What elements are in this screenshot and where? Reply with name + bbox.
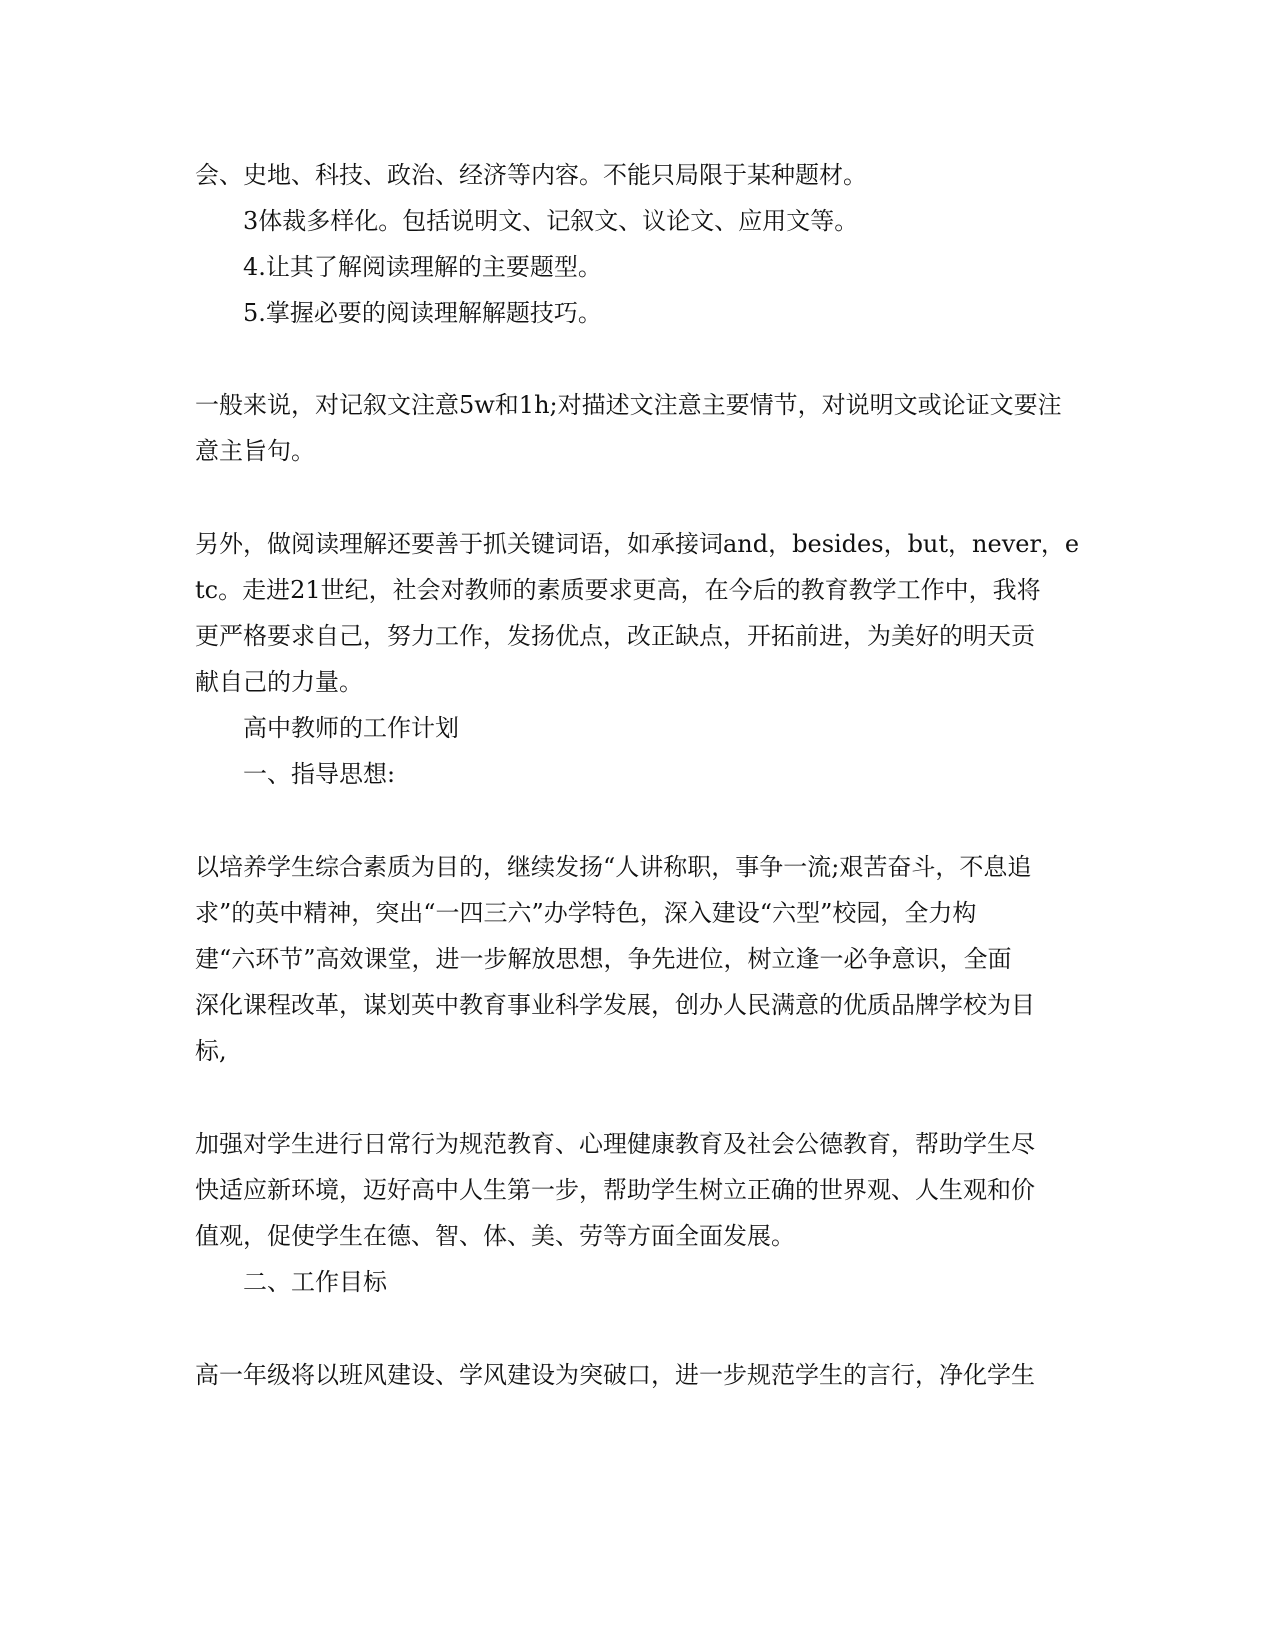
section-heading: 一、指导思想: xyxy=(243,760,396,788)
list-item: 3体裁多样化。包括说明文、记叙文、议论文、应用文等。 xyxy=(243,207,859,235)
text-line: 值观，促使学生在德、智、体、美、劳等方面全面发展。 xyxy=(195,1222,795,1250)
text-line: 更严格要求自己，努力工作，发扬优点，改正缺点，开拓前进，为美好的明天贡 xyxy=(195,622,1035,650)
text-line: tc。走进21世纪，社会对教师的素质要求更高，在今后的教育教学工作中，我将 xyxy=(195,576,1041,604)
list-item: 4.让其了解阅读理解的主要题型。 xyxy=(243,253,602,281)
text-line: 深化课程改革，谋划英中教育事业科学发展，创办人民满意的优质品牌学校为目 xyxy=(195,991,1035,1019)
text-line: 高一年级将以班风建设、学风建设为突破口，进一步规范学生的言行，净化学生 xyxy=(195,1361,1035,1389)
text-line: 以培养学生综合素质为目的，继续发扬“人讲称职，事争一流;艰苦奋斗，不息追 xyxy=(195,853,1032,881)
list-item: 5.掌握必要的阅读理解解题技巧。 xyxy=(243,299,602,327)
section-heading: 二、工作目标 xyxy=(243,1268,387,1296)
text-line: 求”的英中精神，突出“一四三六”办学特色，深入建设“六型”校园，全力构 xyxy=(195,899,977,927)
text-line: 快适应新环境，迈好高中人生第一步，帮助学生树立正确的世界观、人生观和价 xyxy=(195,1176,1035,1204)
text-line: 会、史地、科技、政治、经济等内容。不能只局限于某种题材。 xyxy=(195,161,867,189)
text-line: 另外，做阅读理解还要善于抓关键词语，如承接词and，besides，but，never，e xyxy=(195,530,1080,558)
text-line: 献自己的力量。 xyxy=(195,668,363,696)
text-line: 标, xyxy=(195,1037,227,1065)
text-line: 一般来说，对记叙文注意5w和1h;对描述文注意主要情节，对说明文或论证文要注 xyxy=(195,391,1062,419)
text-line: 加强对学生进行日常行为规范教育、心理健康教育及社会公德教育，帮助学生尽 xyxy=(195,1130,1035,1158)
text-line: 建“六环节”高效课堂，进一步解放思想，争先进位，树立逢一必争意识，全面 xyxy=(195,945,1012,973)
text-line: 意主旨句。 xyxy=(195,437,315,465)
section-title: 高中教师的工作计划 xyxy=(243,714,459,742)
